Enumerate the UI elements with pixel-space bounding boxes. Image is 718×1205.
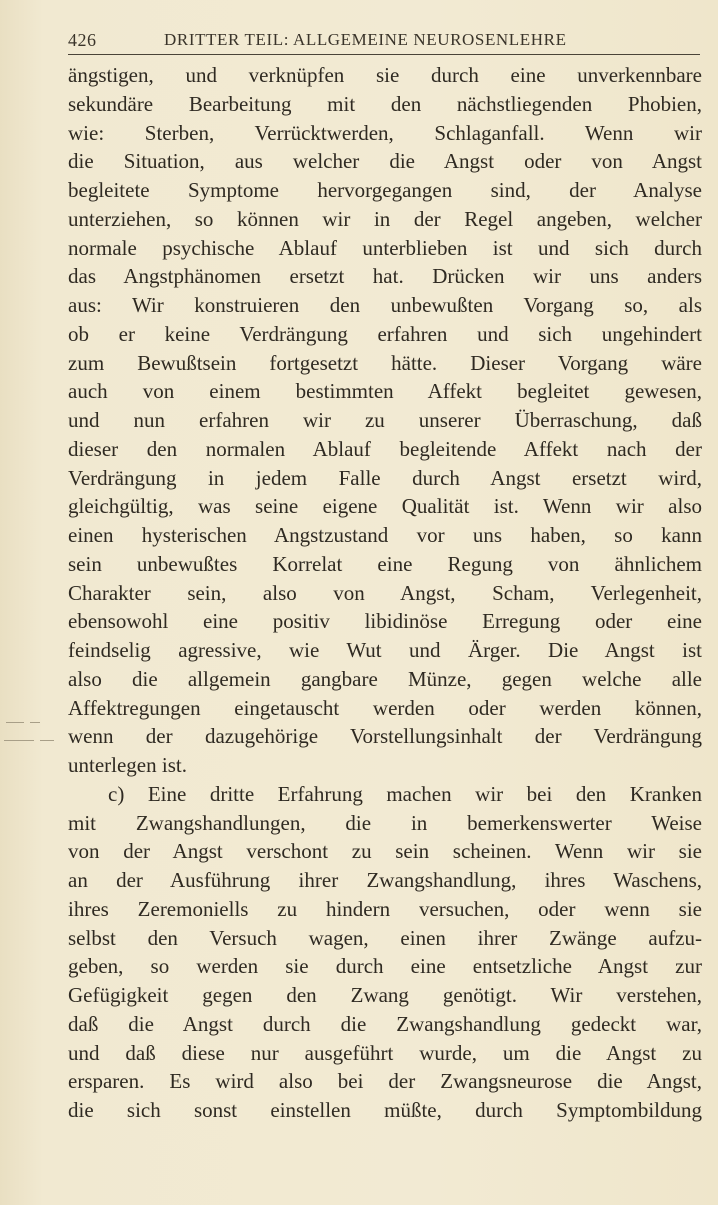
text-line: dieser den normalen Ablauf begleitende Affekt nach der <box>68 436 702 461</box>
text-line: Verdrängung in jedem Falle durch Angst ersetzt wird, <box>68 465 702 490</box>
text-line: mit Zwangshandlungen, die in bemerkenswerter Weise <box>68 810 702 835</box>
page-header <box>68 30 700 55</box>
margin-marks <box>4 718 60 748</box>
text-line: also die allgemein gangbare Münze, gegen welche alle <box>68 666 702 691</box>
text-line: wie: Sterben, Verrücktwerden, Schlaganfall. Wenn wir <box>68 120 702 145</box>
text-line: begleitete Symptome hervorgegangen sind, der Analyse <box>68 178 702 202</box>
text-line: ebensowohl eine positiv libidinöse Erregung oder eine <box>68 609 702 634</box>
text-line: ob er keine Verdrängung erfahren und sich ungehindert <box>68 321 702 346</box>
text-line: feindselig agressive, wie Wut und Ärger. Die Angst ist <box>68 638 702 662</box>
text-line: ersparen. Es wird also bei der Zwangsneurose die Angst, <box>68 1069 702 1094</box>
text-line: Affektregungen eingetauscht werden oder werden können, <box>68 695 702 720</box>
text-line: die Situation, aus welcher die Angst oder von Angst <box>68 149 702 174</box>
running-title: DRITTER TEIL: ALLGEMEINE NEUROSENLEHRE <box>164 30 567 49</box>
text-line: auch von einem bestimmten Affekt begleitet gewesen, <box>68 379 702 404</box>
text-line: ängstigen, und verknüpfen sie durch eine unverkennbare <box>68 63 702 87</box>
text-line: Charakter sein, also von Angst, Scham, Verlegenheit, <box>68 580 702 605</box>
text-line: an der Ausführung ihrer Zwangshandlung, ihres Waschens, <box>68 868 702 892</box>
text-line: die sich sonst einstellen müßte, durch Symptombildung <box>68 1098 702 1122</box>
text-line: geben, so werden sie durch eine entsetzliche Angst zur <box>68 954 702 979</box>
text-line: Gefügigkeit gegen den Zwang genötigt. Wir verstehen, <box>68 983 702 1007</box>
text-line: daß die Angst durch die Zwangshandlung gedeckt war, <box>68 1011 702 1036</box>
text-line: ihres Zeremoniells zu hindern versuchen, oder wenn sie <box>68 896 702 921</box>
text-line: unterziehen, so können wir in der Regel angeben, welcher <box>68 206 702 231</box>
paragraph-start-line: c) Eine dritte Erfahrung machen wir bei den Kranken <box>108 781 702 806</box>
text-line: selbst den Versuch wagen, einen ihrer Zwänge aufzu- <box>68 925 702 950</box>
text-line: einen hysterischen Angstzustand vor uns haben, so kann <box>68 523 702 547</box>
text-line: und nun erfahren wir zu unserer Überraschung, daß <box>68 408 702 432</box>
text-line: wenn der dazugehörige Vorstellungsinhalt der Verdrängung <box>68 724 702 749</box>
paragraph-end-line: unterlegen ist. <box>68 753 187 777</box>
text-line: sein unbewußtes Korrelat eine Regung von ähnlichem <box>68 551 702 576</box>
text-line: von der Angst verschont zu sein scheinen. Wenn wir sie <box>68 839 702 864</box>
page-number: 426 <box>68 30 97 50</box>
text-line: und daß diese nur ausgeführt wurde, um die Angst zu <box>68 1040 702 1065</box>
text-line: sekundäre Bearbeitung mit den nächstliegenden Phobien, <box>68 91 702 116</box>
text-line: gleichgültig, was seine eigene Qualität ist. Wenn wir also <box>68 494 702 519</box>
text-line: zum Bewußtsein fortgesetzt hätte. Dieser Vorgang wäre <box>68 350 702 375</box>
text-line: das Angstphänomen ersetzt hat. Drücken wir uns anders <box>68 264 702 289</box>
text-line: normale psychische Ablauf unterblieben ist und sich durch <box>68 235 702 260</box>
text-line: aus: Wir konstruieren den unbewußten Vorgang so, als <box>68 293 702 317</box>
body-text <box>68 61 702 1125</box>
